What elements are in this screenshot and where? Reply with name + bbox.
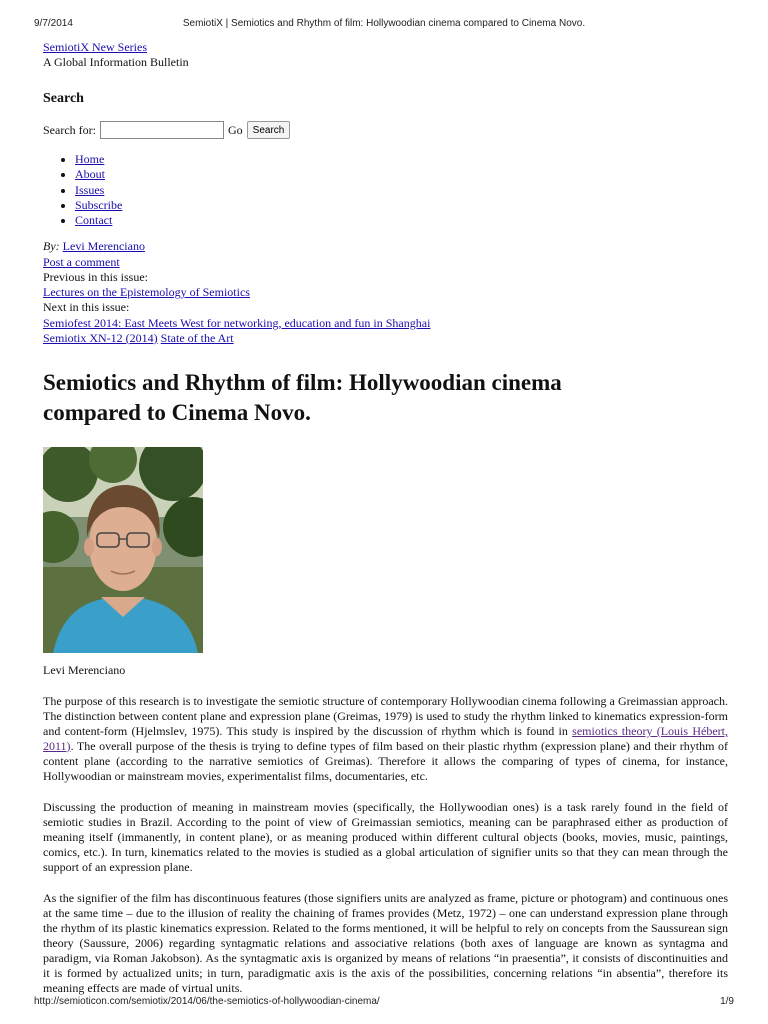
nav-item-subscribe [75,198,728,213]
photo-caption: Levi Merenciano [43,662,126,677]
print-page-title: SemiotiX | Semiotics and Rhythm of film: Hollywoodian cinema compared to Cinema Novo. [182,18,586,29]
nav-item-about [75,167,728,182]
nav-link-issues[interactable]: Issues [75,182,105,197]
next-article-link[interactable]: Semiofest 2014: East Meets West for networking, education and fun in Shanghai [43,315,431,330]
previous-label: Previous in this issue: [43,269,149,284]
print-page-number: 1/9 [720,996,734,1007]
author-link[interactable]: Levi Merenciano [62,239,145,254]
article-title: Semiotics and Rhythm of film: Hollywoodian cinema compared to Cinema Novo. [43,369,562,425]
go-label: Go [227,122,243,137]
nav-item-issues [75,183,728,198]
site-tagline: A Global Information Bulletin [43,55,189,69]
post-comment-link[interactable]: Post a comment [43,254,120,269]
author-photo [43,447,203,653]
article-paragraph-3: As the signifier of the film has discontinuous features (those signifiers units are analyzed as frame, picture or photogram) and continuous ones at the same time – due to the illusion of reality the chaining of frames provides (Metz, 1972) – one can understand expression plane through the rhythm of its plastic kinematics expression. Related to the forms mentioned, it will be helpful to rely on concepts from the Saussurean sign theory (Saussure, 2006) regarding syntagmatic relations and associative relations (both axes of language are known as syntagma and paradigm, via Roman Jakobson). As the syntagmatic axis is organized by means of relations “in praesentia”, it consists of discontinuities and it is formed by actualized units; in turn, paradigmatic axis is the axis of the possibilities, concerning relations “in absentia”, therefore its meaning effects are made of virtual units. [43,890,728,995]
search-button[interactable]: Search [247,121,291,139]
search-label: Search for: [43,122,96,137]
nav-link-subscribe[interactable]: Subscribe [75,197,123,212]
article-paragraph-2: Discussing the production of meaning in mainstream movies (specifically, the Hollywoodian ones) is a task rarely found in the field of semiotic studies in Brazil. According to the point of view of Greimassian semiotics, meaning can be paraphrased either as production of meaning itself (immanently, in content plane), or as meaning produced within different cultural objects (books, movies, music, paintings, comics, etc.). In turn, kinematics related to the movies is studied as a global articulation of signifier units so that they can mean through the support of an expression plane. [43,799,728,874]
section-link[interactable]: State of the Art [160,330,234,345]
nav-link-home[interactable]: Home [75,152,105,166]
nav-link-contact[interactable]: Contact [75,213,113,228]
nav-item-home [75,152,728,167]
byline [43,239,728,254]
search-input[interactable] [100,121,224,139]
next-label: Next in this issue: [43,300,130,315]
paragraph-1-text-b: . The overall purpose of the thesis is trying to define types of film based on their plastic rhythm (expression plane) and their rhythm of content plane (according to the narrative semiotics of Greimas). Therefore it allows the comparing of types of cinema, for instance, Hollywoodian or mainstream movies, experimentalist films, documentaries, etc. [43,738,728,783]
print-date: 9/7/2014 [34,18,73,29]
nav-item-contact [75,213,728,228]
page-content [43,40,728,996]
previous-article-link[interactable]: Lectures on the Epistemology of Semiotics [43,285,250,300]
paragraph-1-text-a: The purpose of this research is to investigate the semiotic structure of contemporary Hollywoodian cinema following a Greimassian approach. The distinction between content plane and expression plane (Greimas, 1979) is used to study the rhythm linked to kinematics expression-form and content-form (Hjelmslev, 1975). This study is inspired by the discussion of rhythm which is found in [43,693,728,738]
semiotics-theory-link[interactable]: semiotics theory (Louis Hébert, 2011) [43,723,728,753]
by-label: By: [43,239,60,254]
search-form [43,120,728,140]
search-heading: Search [43,91,84,106]
article-paragraph-1 [43,694,728,784]
post-meta [43,239,728,345]
main-nav [43,152,728,228]
issue-link[interactable]: Semiotix XN-12 (2014) [43,330,158,345]
nav-link-about[interactable]: About [75,167,105,182]
site-name-link[interactable]: SemiotiX New Series [43,40,147,54]
print-url: http://semioticon.com/semiotix/2014/06/the-semiotics-of-hollywoodian-cinema/ [34,996,380,1007]
